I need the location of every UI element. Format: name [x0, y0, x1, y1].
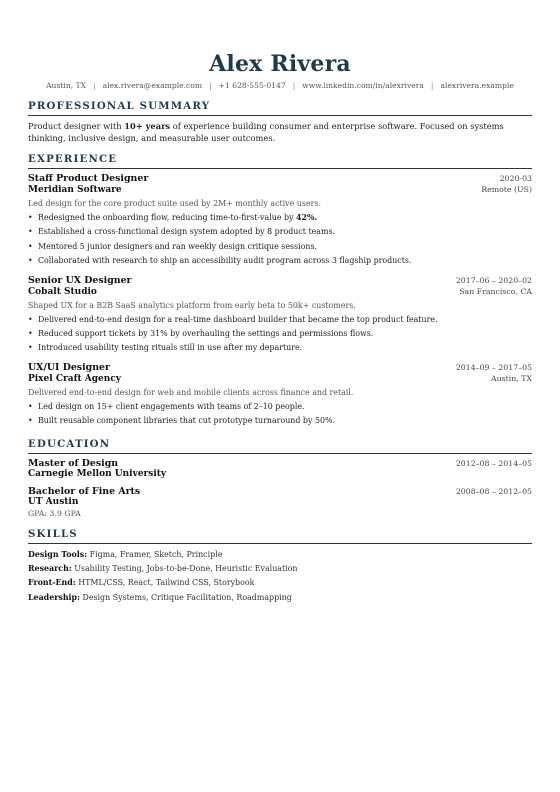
education-heading: EDUCATION [28, 438, 532, 454]
job-date: 2014–09 – 2017–05 [455, 362, 532, 372]
degree-date: 2012–08 – 2014–05 [455, 458, 532, 468]
skill-category: Design Tools: [28, 549, 88, 559]
contact-line [28, 81, 532, 91]
job-bullet: • Built reusable component libraries that cut prototype turnaround by 50%. [28, 414, 532, 428]
job-entry [28, 173, 532, 269]
summary-heading: PROFESSIONAL SUMMARY [28, 100, 532, 116]
skills-section [28, 528, 532, 606]
summary-section [28, 100, 532, 144]
job-description: Delivered end-to-end design for web and mobile clients across finance and retail. [28, 387, 354, 397]
skill-values: Design Systems, Critique Facilitation, Roadmapping [79, 592, 292, 602]
skill-category: Front-End: [28, 578, 76, 588]
job-bullet: • Introduced usability testing rituals still in use after my departure. [28, 341, 532, 355]
contact-separator: | [93, 81, 96, 90]
job-org-row [28, 184, 532, 196]
skills-heading: SKILLS [28, 528, 532, 544]
skill-values: HTML/CSS, React, Tailwind CSS, Storybook [75, 578, 255, 588]
skill-line [28, 591, 532, 605]
resume-header [28, 0, 532, 91]
job-description: Shaped UX for a B2B SaaS analytics platform from early beta to 50k+ customers. [28, 300, 356, 310]
job-role: Senior UX Designer [28, 274, 132, 286]
contact-separator: | [209, 81, 212, 90]
job-role: Staff Product Designer [28, 173, 149, 184]
education-section [28, 438, 532, 519]
job-entry [28, 362, 532, 429]
school-name: UT Austin [28, 496, 79, 507]
contact-email[interactable]: alex.rivera@example.com [102, 81, 203, 90]
contact-phone[interactable]: +1 628-555-0147 [218, 81, 286, 90]
school-name: Carnegie Mellon University [28, 468, 167, 479]
contact-linkedin[interactable]: www.linkedin.com/in/alexrivera [302, 81, 424, 90]
contact-separator: | [430, 81, 434, 90]
bullet-emphasis: 42%. [296, 213, 318, 222]
degree-name: Master of Design [28, 457, 119, 469]
job-bullet: • Mentored 5 junior designers and ran weekly design critique sessions. [28, 240, 532, 254]
summary-text-start: Product designer with [28, 121, 125, 131]
job-bullet: • Delivered end-to-end design for a real-time dashboard builder that became the top product feature. [28, 313, 532, 327]
summary-text [28, 120, 532, 144]
job-company: Cobalt Studio [28, 286, 97, 297]
job-bullet: • Collaborated with research to ship an accessibility audit program across 3 flagship products. [28, 254, 532, 268]
job-bullets [28, 400, 532, 429]
contact-separator: | [292, 81, 296, 90]
contact-website[interactable]: alexrivera.example [440, 81, 514, 90]
experience-heading: EXPERIENCE [28, 153, 532, 169]
job-title-row [28, 173, 532, 184]
job-org-row [28, 286, 532, 298]
job-location: San Francisco, CA [459, 286, 532, 296]
job-date: 2017–06 – 2020–02 [455, 275, 532, 285]
skill-category: Research: [28, 564, 72, 574]
skill-values: Figma, Framer, Sketch, Principle [87, 549, 223, 559]
skill-line [28, 576, 532, 590]
job-org-row [28, 373, 532, 385]
degree-date: 2008–08 – 2012–05 [455, 486, 532, 496]
skill-category: Leadership: [28, 592, 80, 602]
degree-row [28, 458, 532, 469]
gpa-text: GPA: 3.9 GPA [28, 508, 81, 518]
job-bullet: • Established a cross-functional design system adopted by 8 product teams. [28, 225, 532, 239]
skill-line [28, 548, 532, 562]
skill-values: Usability Testing, Jobs-to-be-Done, Heuristic Evaluation [71, 564, 298, 574]
job-company: Pixel Craft Agency [28, 373, 121, 384]
degree-name: Bachelor of Fine Arts [28, 485, 141, 497]
skill-line [28, 562, 532, 576]
job-entry [28, 275, 532, 356]
job-bullets [28, 313, 532, 356]
summary-emphasis: 10+ years [124, 121, 171, 131]
job-date: 2020-03 [499, 174, 532, 183]
experience-section [28, 153, 532, 429]
job-bullet: • Led design on 15+ client engagements with teams of 2–10 people. [28, 400, 532, 414]
job-role: UX/UI Designer [28, 361, 110, 373]
job-location: Austin, TX [490, 373, 532, 383]
job-title-row [28, 362, 532, 373]
contact-location: Austin, TX [46, 81, 87, 90]
job-bullet [28, 211, 532, 225]
education-entry [28, 458, 532, 480]
job-company: Meridian Software [28, 185, 122, 195]
job-bullet: • Reduced support tickets by 31% by overhauling the settings and permissions flows. [28, 327, 532, 341]
job-location: Remote (US) [481, 185, 532, 194]
candidate-name: Alex Rivera [209, 51, 351, 77]
summary-text-end: of experience building consumer and enterprise software. Focused on systems thinking, inclusive design, and measurable user outcomes. [28, 121, 504, 143]
education-entry [28, 486, 532, 519]
job-title-row [28, 275, 532, 286]
job-description: Led design for the core product suite used by 2M+ monthly active users. [28, 199, 321, 208]
degree-row [28, 486, 532, 497]
job-bullets [28, 211, 532, 269]
bullet-text: Redesigned the onboarding flow, reducing time-to-first-value by [38, 213, 297, 222]
